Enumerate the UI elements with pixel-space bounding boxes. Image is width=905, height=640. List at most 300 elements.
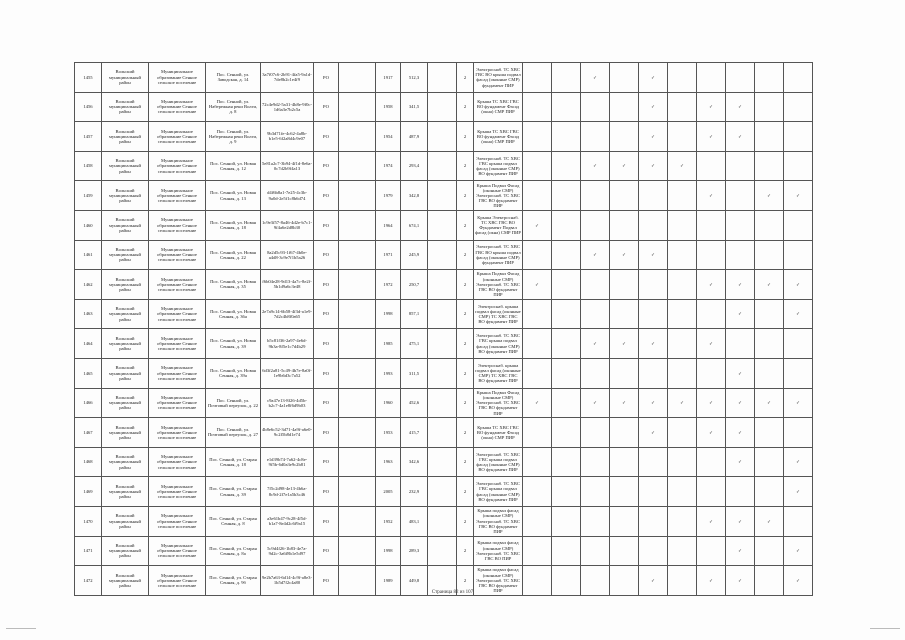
work-check-cell-5 — [639, 447, 668, 477]
row-number-cell: 1468 — [75, 447, 102, 477]
area-cell: 487,9 — [401, 122, 428, 152]
works-list-cell: Крыша ТС ХВС ГВС ВО фундамент Фасад (окна) СМР ПИР — [474, 122, 523, 152]
fias-guid-cell: b5c81f36-2a97-4e6d-9b3a-8f5e1c7d4b29 — [261, 329, 314, 359]
checkmark-icon: ✓ — [535, 281, 539, 287]
address-cell: Пос. Сенной, ул. Набережная реки Волги, д. 8 — [206, 92, 261, 122]
address-cell: Пос. Сенной, ул. Старая Сенная, д. 8а — [206, 536, 261, 566]
fund-form-cell: РО — [314, 358, 339, 388]
work-check-cell-4 — [610, 536, 639, 566]
works-list-cell: Крыша Электроснаб. ТС ХВС ГВС ВО Фундамент Подвал фасад (окна) СМР ПИР — [474, 210, 523, 240]
district-cell: Вольский муниципальный район — [102, 240, 149, 270]
work-check-cell-5 — [639, 418, 668, 448]
area-cell: 415,7 — [401, 418, 428, 448]
table-row — [75, 418, 813, 448]
empty-cell — [428, 181, 457, 211]
build-year-cell: 1989 — [376, 566, 401, 596]
empty-cell — [339, 536, 376, 566]
checkmark-icon: ✓ — [709, 133, 713, 139]
area-cell: 483,1 — [401, 506, 428, 536]
row-number-cell: 1464 — [75, 329, 102, 359]
works-list-cell: Электроснаб. ТС ХВС ГВС крыша подвал фасад (оконные СМР) ВО фундамент ПИР — [474, 477, 523, 507]
fias-guid-cell: c9a47e13-8f26-4d5b-b2c7-4a1e8f6d9b03 — [261, 388, 314, 418]
work-check-cell-6 — [668, 536, 697, 566]
checkmark-icon: ✓ — [651, 133, 655, 139]
municipality-cell: Муниципальное образование Сенное сельское поселение — [149, 299, 206, 329]
work-check-cell-3 — [581, 536, 610, 566]
scan-edge-mark-left — [6, 628, 36, 629]
work-check-cell-4 — [610, 270, 639, 300]
area-cell: 289,3 — [401, 536, 428, 566]
work-check-cell-5 — [639, 536, 668, 566]
work-check-cell-7 — [697, 329, 726, 359]
empty-cell — [428, 210, 457, 240]
work-check-cell-6 — [668, 181, 697, 211]
checkmark-icon: ✓ — [738, 577, 742, 583]
work-check-cell-7 — [697, 447, 726, 477]
fund-form-cell: РО — [314, 536, 339, 566]
work-check-cell-8 — [726, 477, 755, 507]
floors-cell: 2 — [457, 92, 474, 122]
work-check-cell-5 — [639, 477, 668, 507]
work-check-cell-2 — [552, 151, 581, 181]
work-check-cell-3 — [581, 477, 610, 507]
housing-register-table — [74, 62, 813, 596]
work-check-cell-7 — [697, 299, 726, 329]
table-body — [75, 63, 813, 596]
row-number-cell: 1472 — [75, 566, 102, 596]
build-year-cell: 1993 — [376, 358, 401, 388]
checkmark-icon: ✓ — [738, 281, 742, 287]
work-check-cell-7 — [697, 477, 726, 507]
work-check-cell-2 — [552, 418, 581, 448]
work-check-cell-3 — [581, 270, 610, 300]
work-check-cell-1 — [523, 447, 552, 477]
work-check-cell-4 — [610, 329, 639, 359]
checkmark-icon: ✓ — [709, 400, 713, 406]
checkmark-icon: ✓ — [796, 489, 800, 494]
work-check-cell-5 — [639, 329, 668, 359]
fund-form-cell: РО — [314, 477, 339, 507]
works-list-cell: Электроснаб. ТС ХВС ГВС крыша подвал фасад (оконные СМР) ВО фундамент ПИР — [474, 329, 523, 359]
empty-cell — [339, 329, 376, 359]
area-cell: 512,3 — [401, 63, 428, 93]
work-check-cell-3 — [581, 388, 610, 418]
checkmark-icon: ✓ — [622, 163, 626, 169]
build-year-cell: 1998 — [376, 536, 401, 566]
checkmark-icon: ✓ — [709, 193, 713, 199]
checkmark-icon: ✓ — [680, 400, 684, 406]
work-check-cell-3 — [581, 92, 610, 122]
fias-guid-cell: 8a2d5c93-1f67-4b0e-a4d8-3c9e7f1b5a26 — [261, 240, 314, 270]
work-check-cell-4 — [610, 122, 639, 152]
checkmark-icon: ✓ — [738, 133, 742, 139]
area-cell: 245,9 — [401, 240, 428, 270]
empty-cell — [339, 210, 376, 240]
checkmark-icon: ✓ — [709, 577, 713, 583]
work-check-cell-7 — [697, 358, 726, 388]
row-number-cell: 1467 — [75, 418, 102, 448]
table-row — [75, 63, 813, 93]
table-row — [75, 358, 813, 388]
fund-form-cell: РО — [314, 566, 339, 596]
checkmark-icon: ✓ — [709, 518, 713, 524]
empty-cell — [428, 240, 457, 270]
work-check-cell-7 — [697, 181, 726, 211]
empty-cell — [428, 122, 457, 152]
district-cell: Вольский муниципальный район — [102, 358, 149, 388]
municipality-cell: Муниципальное образование Сенное сельское поселение — [149, 536, 206, 566]
work-check-cell-7 — [697, 506, 726, 536]
work-check-cell-9 — [755, 536, 784, 566]
work-check-cell-8 — [726, 181, 755, 211]
address-cell: Пос. Сенной, ул. Новая Сенная, д. 13 — [206, 181, 261, 211]
build-year-cell: 1971 — [376, 240, 401, 270]
empty-cell — [339, 63, 376, 93]
area-cell: 232,9 — [401, 477, 428, 507]
work-check-cell-1 — [523, 210, 552, 240]
row-number-cell: 1455 — [75, 63, 102, 93]
build-year-cell: 1964 — [376, 210, 401, 240]
work-check-cell-2 — [552, 92, 581, 122]
works-list-cell: Электроснаб. ТС ХВС ГВС ВО крыша подвал фасад (оконные СМР) фундамент ПИР — [474, 63, 523, 93]
empty-cell — [339, 299, 376, 329]
checkmark-icon: ✓ — [796, 548, 800, 554]
work-check-cell-8 — [726, 63, 755, 93]
scan-edge-mark-right — [870, 628, 900, 629]
build-year-cell: 1953 — [376, 418, 401, 448]
floors-cell: 2 — [457, 477, 474, 507]
table-row — [75, 299, 813, 329]
municipality-cell: Муниципальное образование Сенное сельское поселение — [149, 122, 206, 152]
work-check-cell-8 — [726, 92, 755, 122]
work-check-cell-6 — [668, 240, 697, 270]
work-check-cell-10 — [784, 122, 813, 152]
fund-form-cell: РО — [314, 92, 339, 122]
fund-form-cell: РО — [314, 122, 339, 152]
work-check-cell-7 — [697, 240, 726, 270]
work-check-cell-5 — [639, 240, 668, 270]
empty-cell — [339, 418, 376, 448]
checkmark-icon: ✓ — [651, 74, 655, 80]
fias-guid-cell: 72c4e9d2-5a31-4b8e-9f0c-1d6a3e7b2c5a — [261, 92, 314, 122]
table-row — [75, 240, 813, 270]
work-check-cell-4 — [610, 358, 639, 388]
work-check-cell-9 — [755, 181, 784, 211]
work-check-cell-7 — [697, 122, 726, 152]
work-check-cell-6 — [668, 122, 697, 152]
work-check-cell-5 — [639, 299, 668, 329]
work-check-cell-10 — [784, 447, 813, 477]
municipality-cell: Муниципальное образование Сенное сельское поселение — [149, 388, 206, 418]
fias-guid-cell: 5c9d4f26-1b83-4e7a-9d2c-3a6f8b1e5d97 — [261, 536, 314, 566]
area-cell: 311,5 — [401, 358, 428, 388]
checkmark-icon: ✓ — [651, 400, 655, 406]
area-cell: 449,8 — [401, 566, 428, 596]
work-check-cell-8 — [726, 329, 755, 359]
works-list-cell: Крыша Подвал Фасад (оконные СМР) Электроснаб. ТС ХВС ГВС ВО фундамент ПИР — [474, 181, 523, 211]
empty-cell — [339, 92, 376, 122]
empty-cell — [428, 151, 457, 181]
work-check-cell-5 — [639, 122, 668, 152]
municipality-cell: Муниципальное образование Сенное сельское поселение — [149, 418, 206, 448]
checkmark-icon: ✓ — [738, 400, 742, 406]
district-cell: Вольский муниципальный район — [102, 418, 149, 448]
fias-guid-cell: 3a7f07c6-2b91-4fa5-9a1d-7de8b2c1e4f9 — [261, 63, 314, 93]
work-check-cell-3 — [581, 151, 610, 181]
area-cell: 857,1 — [401, 299, 428, 329]
municipality-cell: Муниципальное образование Сенное сельское поселение — [149, 240, 206, 270]
district-cell: Вольский муниципальный район — [102, 536, 149, 566]
checkmark-icon: ✓ — [593, 163, 597, 169]
work-check-cell-4 — [610, 240, 639, 270]
work-check-cell-6 — [668, 63, 697, 93]
empty-cell — [428, 447, 457, 477]
municipality-cell: Муниципальное образование Сенное сельское поселение — [149, 270, 206, 300]
address-cell: Пос. Сенной, ул. Новая Сенная, д. 12 — [206, 151, 261, 181]
work-check-cell-7 — [697, 92, 726, 122]
fund-form-cell: РО — [314, 240, 339, 270]
work-check-cell-10 — [784, 299, 813, 329]
work-check-cell-9 — [755, 151, 784, 181]
work-check-cell-1 — [523, 536, 552, 566]
work-check-cell-4 — [610, 92, 639, 122]
district-cell: Вольский муниципальный район — [102, 506, 149, 536]
checkmark-icon: ✓ — [767, 400, 771, 406]
work-check-cell-6 — [668, 358, 697, 388]
work-check-cell-4 — [610, 299, 639, 329]
floors-cell: 2 — [457, 536, 474, 566]
empty-cell — [339, 447, 376, 477]
work-check-cell-6 — [668, 418, 697, 448]
table-row — [75, 506, 813, 536]
address-cell: Пос. Сенной, ул. Старая Сенная, д. 39 — [206, 477, 261, 507]
table-row — [75, 92, 813, 122]
work-check-cell-7 — [697, 418, 726, 448]
work-check-cell-2 — [552, 210, 581, 240]
works-list-cell: Крыша ТС ХВС ГВС ВО фундамент Фасад (окна) СМР ПИР — [474, 418, 523, 448]
work-check-cell-10 — [784, 329, 813, 359]
checkmark-icon: ✓ — [651, 163, 655, 169]
work-check-cell-5 — [639, 506, 668, 536]
work-check-cell-9 — [755, 506, 784, 536]
work-check-cell-1 — [523, 240, 552, 270]
work-check-cell-7 — [697, 536, 726, 566]
address-cell: Пос. Сенной, ул. Почтовый переулок, д. 22 — [206, 388, 261, 418]
work-check-cell-3 — [581, 122, 610, 152]
fias-guid-cell: d4f6b8a1-7e25-4c3b-9a0d-2e5f1c8b6d74 — [261, 181, 314, 211]
work-check-cell-5 — [639, 181, 668, 211]
floors-cell: 2 — [457, 122, 474, 152]
district-cell: Вольский муниципальный район — [102, 299, 149, 329]
work-check-cell-8 — [726, 122, 755, 152]
work-check-cell-10 — [784, 240, 813, 270]
work-check-cell-1 — [523, 270, 552, 300]
row-number-cell: 1469 — [75, 477, 102, 507]
table-row — [75, 122, 813, 152]
area-cell: 342,6 — [401, 447, 428, 477]
work-check-cell-4 — [610, 477, 639, 507]
work-check-cell-9 — [755, 418, 784, 448]
table-row — [75, 477, 813, 507]
work-check-cell-8 — [726, 151, 755, 181]
fund-form-cell: РО — [314, 418, 339, 448]
checkmark-icon: ✓ — [593, 400, 597, 406]
work-check-cell-2 — [552, 181, 581, 211]
table-row — [75, 181, 813, 211]
work-check-cell-6 — [668, 299, 697, 329]
area-cell: 475,1 — [401, 329, 428, 359]
work-check-cell-4 — [610, 181, 639, 211]
work-check-cell-6 — [668, 477, 697, 507]
row-number-cell: 1461 — [75, 240, 102, 270]
build-year-cell: 1963 — [376, 447, 401, 477]
floors-cell: 2 — [457, 388, 474, 418]
build-year-cell: 1917 — [376, 63, 401, 93]
address-cell: Пос. Сенной, ул. Почтовый переулок, д. 27 — [206, 418, 261, 448]
fund-form-cell: РО — [314, 210, 339, 240]
municipality-cell: Муниципальное образование Сенное сельское поселение — [149, 447, 206, 477]
work-check-cell-9 — [755, 388, 784, 418]
work-check-cell-10 — [784, 210, 813, 240]
work-check-cell-3 — [581, 418, 610, 448]
table-row — [75, 151, 813, 181]
work-check-cell-3 — [581, 329, 610, 359]
floors-cell: 2 — [457, 506, 474, 536]
municipality-cell: Муниципальное образование Сенное сельское поселение — [149, 358, 206, 388]
area-cell: 452,6 — [401, 388, 428, 418]
checkmark-icon: ✓ — [738, 370, 742, 376]
work-check-cell-10 — [784, 151, 813, 181]
checkmark-icon: ✓ — [738, 311, 742, 317]
empty-cell — [428, 92, 457, 122]
table-row — [75, 329, 813, 359]
work-check-cell-8 — [726, 299, 755, 329]
address-cell: Пос. Сенной, ул. Набережная реки Волги, д. 9 — [206, 122, 261, 152]
fund-form-cell: РО — [314, 181, 339, 211]
checkmark-icon: ✓ — [593, 341, 597, 347]
work-check-cell-8 — [726, 358, 755, 388]
floors-cell: 2 — [457, 418, 474, 448]
empty-cell — [428, 536, 457, 566]
checkmark-icon: ✓ — [651, 577, 655, 583]
work-check-cell-1 — [523, 388, 552, 418]
work-check-cell-2 — [552, 388, 581, 418]
work-check-cell-1 — [523, 329, 552, 359]
work-check-cell-8 — [726, 240, 755, 270]
district-cell: Вольский муниципальный район — [102, 566, 149, 596]
fias-guid-cell: f6b04e28-9d13-4a7c-8e2f-5b1d9a6c3e48 — [261, 270, 314, 300]
work-check-cell-3 — [581, 181, 610, 211]
work-check-cell-9 — [755, 299, 784, 329]
work-check-cell-4 — [610, 506, 639, 536]
empty-cell — [428, 506, 457, 536]
work-check-cell-6 — [668, 329, 697, 359]
work-check-cell-5 — [639, 388, 668, 418]
works-list-cell: Электроснаб. ТС ХВС ГВС ВО крыша подвал фасад (оконные СМР) фундамент ПИР — [474, 240, 523, 270]
work-check-cell-8 — [726, 536, 755, 566]
fias-guid-cell: 9e2b7a63-6d14-4c9f-a8e3-1b5d7f2c4a80 — [261, 566, 314, 596]
build-year-cell: 1972 — [376, 270, 401, 300]
work-check-cell-2 — [552, 240, 581, 270]
address-cell: Пос. Сенной, ул. Новая Сенная, д. 39а — [206, 358, 261, 388]
checkmark-icon: ✓ — [767, 281, 771, 287]
work-check-cell-7 — [697, 388, 726, 418]
work-check-cell-4 — [610, 447, 639, 477]
fund-form-cell: РО — [314, 329, 339, 359]
build-year-cell: 1985 — [376, 329, 401, 359]
work-check-cell-5 — [639, 63, 668, 93]
work-check-cell-2 — [552, 477, 581, 507]
municipality-cell: Муниципальное образование Сенное сельское поселение — [149, 181, 206, 211]
municipality-cell: Муниципальное образование Сенное сельское поселение — [149, 329, 206, 359]
municipality-cell: Муниципальное образование Сенное сельское поселение — [149, 477, 206, 507]
work-check-cell-6 — [668, 388, 697, 418]
works-list-cell: Крыша Подвал Фасад (оконные СМР) Электроснаб. ТС ХВС ГВС ВО фундамент ПИР — [474, 270, 523, 300]
work-check-cell-3 — [581, 447, 610, 477]
work-check-cell-1 — [523, 299, 552, 329]
work-check-cell-2 — [552, 447, 581, 477]
work-check-cell-10 — [784, 388, 813, 418]
work-check-cell-5 — [639, 270, 668, 300]
checkmark-icon: ✓ — [622, 341, 626, 347]
row-number-cell: 1459 — [75, 181, 102, 211]
checkmark-icon: ✓ — [593, 74, 597, 80]
work-check-cell-3 — [581, 210, 610, 240]
table-row — [75, 210, 813, 240]
work-check-cell-10 — [784, 270, 813, 300]
empty-cell — [339, 477, 376, 507]
fias-guid-cell: 1c9e3f57-8a46-4d2e-b7c1-9f4a6e2d8b30 — [261, 210, 314, 240]
checkmark-icon: ✓ — [651, 341, 655, 347]
address-cell: Пос. Сенной, ул. Новая Сенная, д. 22 — [206, 240, 261, 270]
work-check-cell-6 — [668, 447, 697, 477]
work-check-cell-9 — [755, 122, 784, 152]
work-check-cell-3 — [581, 240, 610, 270]
work-check-cell-6 — [668, 151, 697, 181]
checkmark-icon: ✓ — [709, 429, 713, 435]
floors-cell: 2 — [457, 329, 474, 359]
work-check-cell-9 — [755, 329, 784, 359]
work-check-cell-5 — [639, 210, 668, 240]
work-check-cell-1 — [523, 418, 552, 448]
work-check-cell-4 — [610, 151, 639, 181]
work-check-cell-4 — [610, 418, 639, 448]
empty-cell — [339, 122, 376, 152]
work-check-cell-8 — [726, 506, 755, 536]
work-check-cell-2 — [552, 536, 581, 566]
checkmark-icon: ✓ — [622, 252, 626, 258]
district-cell: Вольский муниципальный район — [102, 92, 149, 122]
checkmark-icon: ✓ — [651, 252, 655, 258]
row-number-cell: 1457 — [75, 122, 102, 152]
work-check-cell-9 — [755, 92, 784, 122]
fund-form-cell: РО — [314, 270, 339, 300]
municipality-cell: Муниципальное образование Сенное сельское поселение — [149, 92, 206, 122]
empty-cell — [339, 388, 376, 418]
work-check-cell-10 — [784, 181, 813, 211]
checkmark-icon: ✓ — [738, 104, 742, 110]
work-check-cell-2 — [552, 299, 581, 329]
checkmark-icon: ✓ — [709, 104, 713, 110]
address-cell: Пос. Сенной, ул. Старая Сенная, д. 18 — [206, 447, 261, 477]
work-check-cell-5 — [639, 151, 668, 181]
works-list-cell: Крыша подвал фасад (оконные СМР) Электроснаб. ТС ХВС ГВС ВО фундамент ПИР — [474, 506, 523, 536]
checkmark-icon: ✓ — [709, 281, 713, 287]
work-check-cell-8 — [726, 418, 755, 448]
floors-cell: 2 — [457, 566, 474, 596]
checkmark-icon: ✓ — [622, 400, 626, 406]
work-check-cell-9 — [755, 270, 784, 300]
